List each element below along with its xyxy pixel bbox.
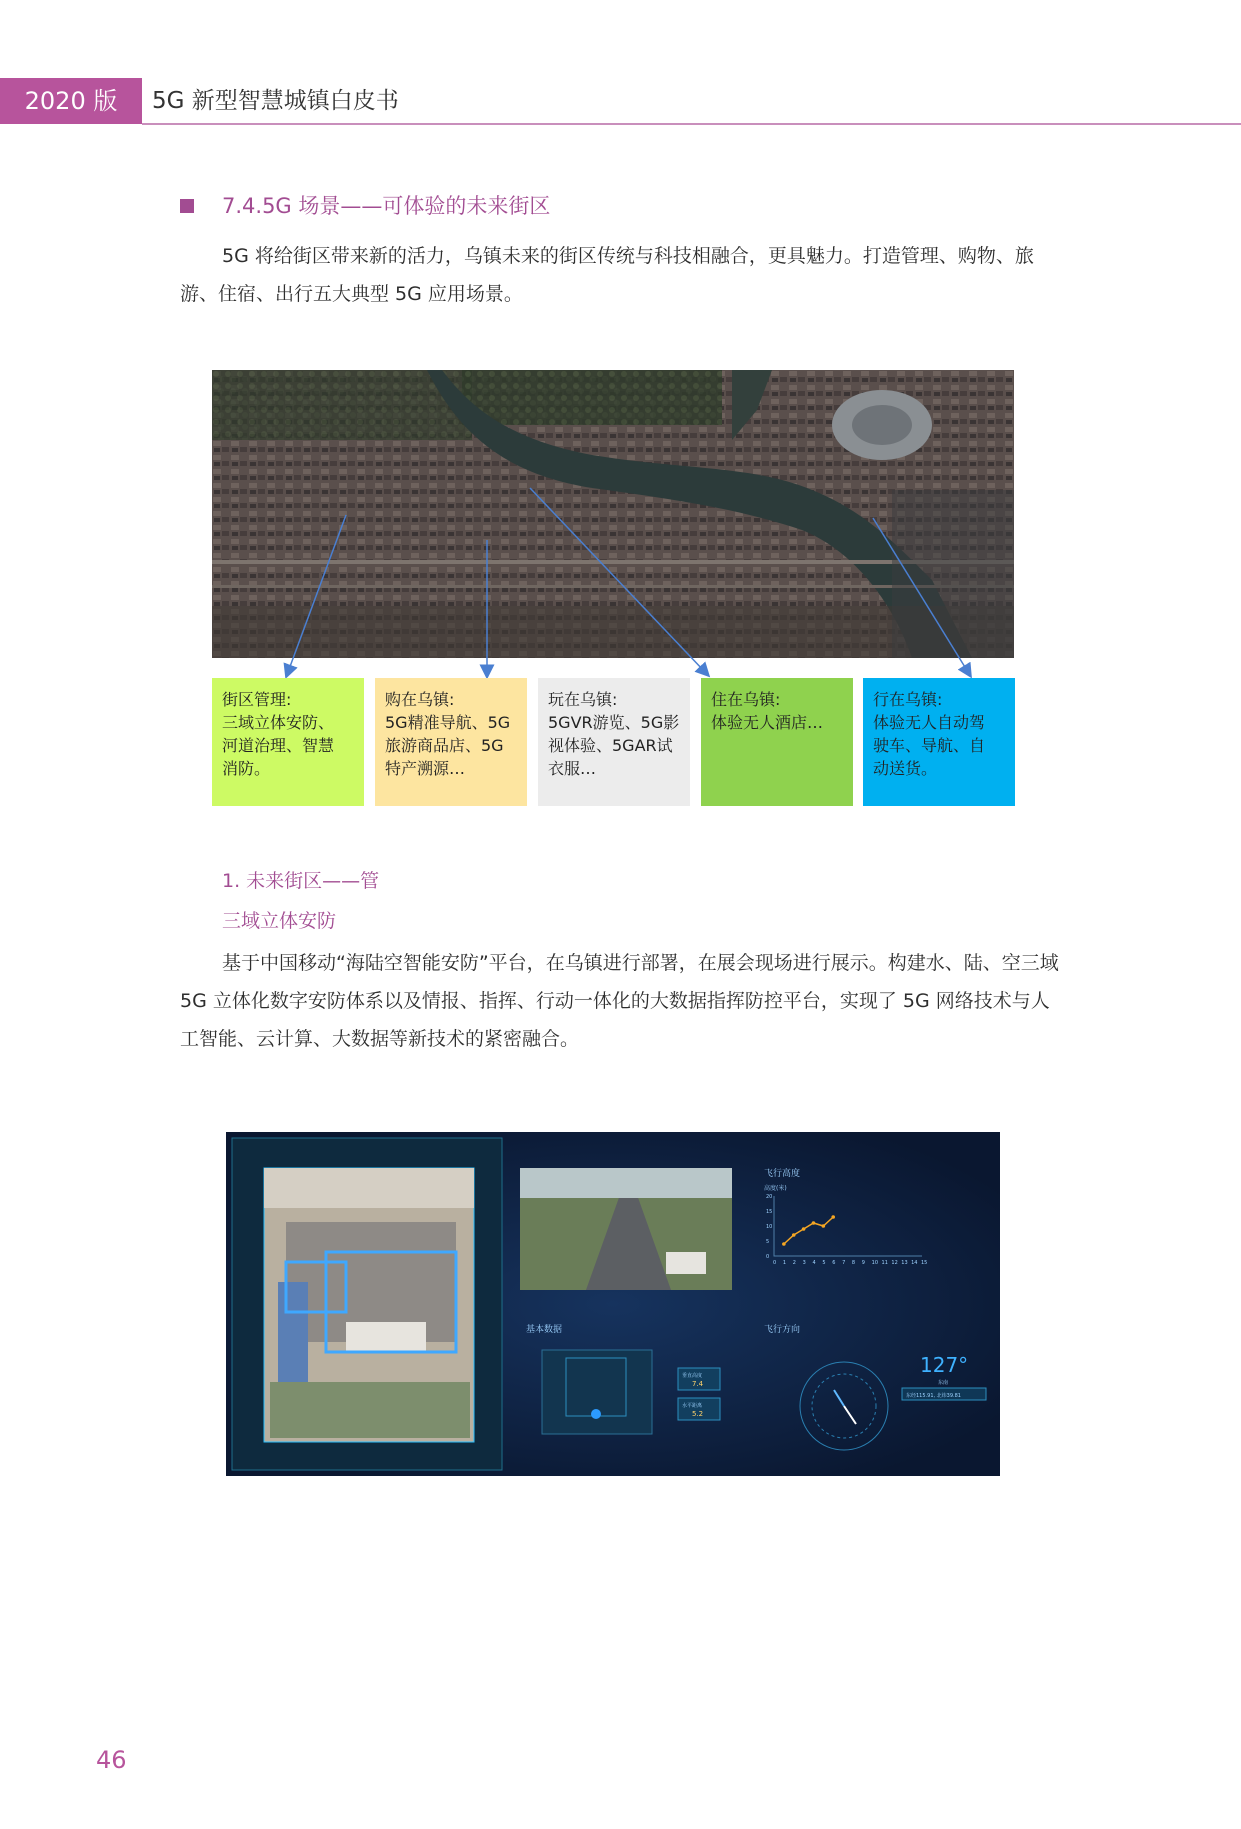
dashboard-graphic [226,1132,1000,1476]
stat-2-value: 5.2 [692,1410,704,1418]
card-line: 5G精准导航、5G [385,713,511,732]
flight-direction-label: 飞行方向 [764,1325,801,1335]
stat-2-label: 水平距离 [682,1403,703,1409]
security-dashboard [226,1132,1000,1476]
x-tick-label: 12 [891,1260,898,1266]
x-tick-label: 15 [921,1260,928,1266]
x-tick-label: 14 [911,1260,918,1266]
x-tick-label: 13 [901,1260,908,1266]
card-line: 行在乌镇: [873,690,943,709]
card-line: 体验无人酒店… [711,713,824,732]
card-stay [701,678,853,806]
x-tick-label: 1 [782,1260,787,1266]
card-line: 购在乌镇: [385,690,455,709]
x-tick-label: 7 [842,1260,846,1266]
card-street-management [212,678,364,806]
header-rule [142,123,1241,125]
card-line: 住在乌镇: [711,690,781,709]
height-point [822,1224,826,1228]
y-tick-label: 0 [766,1254,770,1260]
x-tick-label: 10 [871,1260,879,1266]
x-tick-label: 2 [792,1260,796,1266]
card-line: 消防。 [222,759,271,778]
heading-sub: 东南 [938,1380,949,1386]
subsection-body: 基于中国移动“海陆空智能安防”平台，在乌镇进行部署，在展会现场进行展示。构建水、陆、空三域 5G 立体化数字安防体系以及情报、指挥、行动一体化的大数据指挥防控平台，实现了 5G 网络技术与人工智能、云计算、大数据等新技术的紧密融合。 [180,952,1059,1050]
height-point [802,1227,806,1231]
header-year: 2020 版 [24,87,118,115]
x-tick-label: 0 [773,1260,777,1266]
page-number: 46 [96,1746,127,1774]
flight-height-label: 飞行高度 [764,1169,801,1179]
card-line: 体验无人自动驾 [873,713,986,732]
coords-text: 东经115.91, 北纬39.81 [906,1393,961,1399]
section-title: 7.4.5G 场景——可体验的未来街区 [222,194,551,218]
stat-1-label: 垂直高度 [682,1373,703,1379]
y-tick-label: 5 [766,1239,770,1245]
height-point [782,1242,786,1246]
height-point [812,1221,816,1225]
section-bullet-icon [180,199,194,213]
x-tick-label: 8 [851,1260,856,1266]
y-tick-label: 15 [766,1209,773,1215]
x-tick-label: 4 [812,1260,816,1266]
stat-1-value: 7.4 [692,1380,704,1388]
height-point [831,1215,835,1219]
basic-data-label: 基本数据 [526,1325,563,1335]
card-line: 旅游商品店、5G [385,736,504,755]
y-tick-label: 10 [766,1224,773,1230]
subsection-title: 1. 未来街区——管 [222,870,380,892]
card-line: 驶车、导航、自 [873,736,986,755]
card-line: 玩在乌镇: [548,690,618,709]
card-shopping [375,678,527,806]
subsection-subtitle: 三域立体安防 [222,910,337,932]
x-tick-label: 9 [861,1260,865,1266]
heading-value: 127° [920,1353,969,1377]
height-unit-label: 高度(米) [764,1185,787,1192]
section-intro: 5G 将给街区带来新的活力，乌镇未来的街区传统与科技相融合，更具魅力。打造管理、购物、旅游、住宿、出行五大典型 5G 应用场景。 [180,245,1034,305]
card-travel [863,678,1015,806]
x-tick-label: 11 [881,1260,888,1266]
card-line: 动送货。 [873,759,938,778]
x-tick-label: 3 [802,1260,806,1266]
header-title: 5G 新型智慧城镇白皮书 [152,88,399,114]
x-tick-label: 5 [822,1260,826,1266]
card-line: 视体验、5GAR试 [548,736,673,755]
x-tick-label: 6 [832,1260,836,1266]
card-line: 衣服… [548,759,597,778]
card-line: 特产溯源… [385,759,466,778]
y-tick-label: 20 [766,1194,773,1200]
card-line: 三域立体安防、 [222,713,335,732]
height-point [792,1233,796,1237]
card-play [538,678,690,806]
aerial-photo [212,370,1014,658]
card-line: 街区管理: [222,690,292,709]
card-line: 5GVR游览、5G影 [548,713,680,732]
card-line: 河道治理、智慧 [222,736,335,755]
